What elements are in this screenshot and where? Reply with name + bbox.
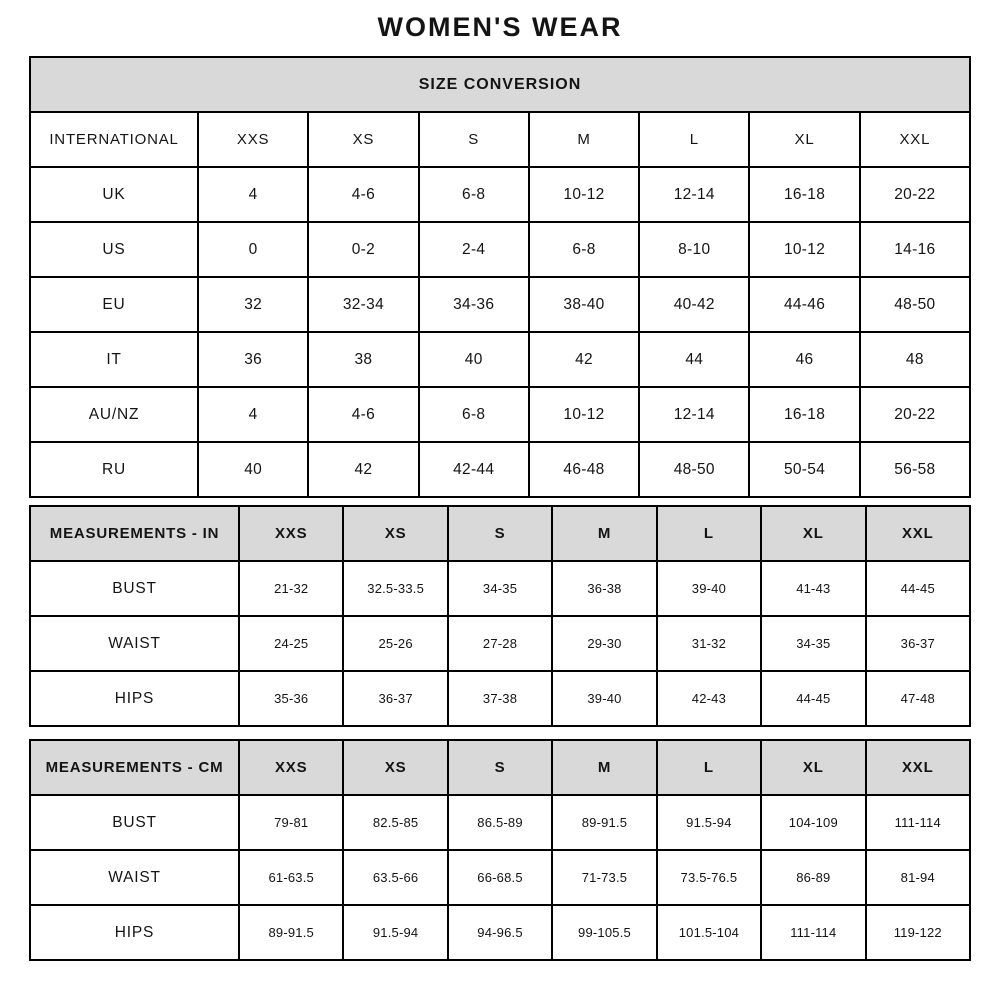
row-label-cell: WAIST	[30, 616, 239, 671]
value-cell: 10-12	[529, 167, 639, 222]
value-cell: 50-54	[749, 442, 859, 497]
value-cell: 46	[749, 332, 859, 387]
row-label-cell: BUST	[30, 795, 239, 850]
value-cell: 38-40	[529, 277, 639, 332]
size-column-header: XXL	[860, 112, 970, 167]
table-row	[30, 616, 970, 671]
value-cell: 42-44	[419, 442, 529, 497]
value-cell: 48	[860, 332, 970, 387]
size-column-header: XXL	[866, 506, 970, 561]
row-label-cell: RU	[30, 442, 198, 497]
size-conversion-banner: SIZE CONVERSION	[30, 57, 970, 112]
value-cell: 36-37	[866, 616, 970, 671]
value-cell: 66-68.5	[448, 850, 552, 905]
value-cell: 25-26	[343, 616, 447, 671]
value-cell: 63.5-66	[343, 850, 447, 905]
value-cell: 111-114	[761, 905, 865, 960]
value-cell: 34-35	[448, 561, 552, 616]
size-column-header: L	[639, 112, 749, 167]
value-cell: 48-50	[860, 277, 970, 332]
table-title-cell: MEASUREMENTS - CM	[30, 740, 239, 795]
value-cell: 34-35	[761, 616, 865, 671]
measurements-in-table	[29, 505, 971, 727]
value-cell: 91.5-94	[657, 795, 761, 850]
value-cell: 99-105.5	[552, 905, 656, 960]
value-cell: 6-8	[419, 387, 529, 442]
table-row	[30, 850, 970, 905]
value-cell: 71-73.5	[552, 850, 656, 905]
page-title: WOMEN'S WEAR	[377, 12, 623, 42]
value-cell: 40	[419, 332, 529, 387]
value-cell: 104-109	[761, 795, 865, 850]
value-cell: 29-30	[552, 616, 656, 671]
row-label-cell: UK	[30, 167, 198, 222]
table-row	[30, 905, 970, 960]
value-cell: 21-32	[239, 561, 343, 616]
size-column-header: XXS	[198, 112, 308, 167]
table-row	[30, 442, 970, 497]
row-label-cell: WAIST	[30, 850, 239, 905]
size-column-header: XS	[343, 740, 447, 795]
value-cell: 86.5-89	[448, 795, 552, 850]
value-cell: 35-36	[239, 671, 343, 726]
table-row	[30, 222, 970, 277]
header-row	[30, 740, 970, 795]
value-cell: 48-50	[639, 442, 749, 497]
value-cell: 27-28	[448, 616, 552, 671]
size-column-header: M	[552, 740, 656, 795]
value-cell: 79-81	[239, 795, 343, 850]
value-cell: 20-22	[860, 167, 970, 222]
value-cell: 38	[308, 332, 418, 387]
value-cell: 12-14	[639, 167, 749, 222]
value-cell: 44-45	[761, 671, 865, 726]
value-cell: 81-94	[866, 850, 970, 905]
value-cell: 89-91.5	[239, 905, 343, 960]
size-conversion-table	[29, 56, 971, 498]
value-cell: 42	[529, 332, 639, 387]
value-cell: 36-38	[552, 561, 656, 616]
value-cell: 10-12	[749, 222, 859, 277]
value-cell: 37-38	[448, 671, 552, 726]
value-cell: 94-96.5	[448, 905, 552, 960]
value-cell: 34-36	[419, 277, 529, 332]
value-cell: 0	[198, 222, 308, 277]
value-cell: 4	[198, 387, 308, 442]
value-cell: 36-37	[343, 671, 447, 726]
value-cell: 20-22	[860, 387, 970, 442]
value-cell: 40-42	[639, 277, 749, 332]
table-row	[30, 277, 970, 332]
value-cell: 111-114	[866, 795, 970, 850]
value-cell: 2-4	[419, 222, 529, 277]
table-row	[30, 332, 970, 387]
value-cell: 24-25	[239, 616, 343, 671]
value-cell: 31-32	[657, 616, 761, 671]
value-cell: 4	[198, 167, 308, 222]
size-column-header: S	[419, 112, 529, 167]
value-cell: 41-43	[761, 561, 865, 616]
value-cell: 44	[639, 332, 749, 387]
size-column-header: XL	[749, 112, 859, 167]
value-cell: 16-18	[749, 387, 859, 442]
value-cell: 91.5-94	[343, 905, 447, 960]
value-cell: 6-8	[529, 222, 639, 277]
row-label-cell: IT	[30, 332, 198, 387]
size-column-header: XS	[308, 112, 418, 167]
value-cell: 47-48	[866, 671, 970, 726]
value-cell: 32.5-33.5	[343, 561, 447, 616]
value-cell: 4-6	[308, 387, 418, 442]
row-label-cell: HIPS	[30, 905, 239, 960]
table-row	[30, 387, 970, 442]
value-cell: 39-40	[552, 671, 656, 726]
row-label-cell: HIPS	[30, 671, 239, 726]
value-cell: 32-34	[308, 277, 418, 332]
table-title-cell: MEASUREMENTS - IN	[30, 506, 239, 561]
size-column-header: XS	[343, 506, 447, 561]
value-cell: 101.5-104	[657, 905, 761, 960]
value-cell: 56-58	[860, 442, 970, 497]
value-cell: 119-122	[866, 905, 970, 960]
value-cell: 46-48	[529, 442, 639, 497]
value-cell: 12-14	[639, 387, 749, 442]
value-cell: 44-45	[866, 561, 970, 616]
size-column-header: M	[529, 112, 639, 167]
value-cell: 10-12	[529, 387, 639, 442]
size-column-header: L	[657, 506, 761, 561]
size-column-header: XL	[761, 740, 865, 795]
header-row	[30, 506, 970, 561]
size-column-header: L	[657, 740, 761, 795]
table-row	[30, 167, 970, 222]
measurements-cm-table	[29, 739, 971, 961]
size-column-header: XXS	[239, 740, 343, 795]
value-cell: 42-43	[657, 671, 761, 726]
table-title-cell: INTERNATIONAL	[30, 112, 198, 167]
size-column-header: XL	[761, 506, 865, 561]
row-label-cell: US	[30, 222, 198, 277]
value-cell: 61-63.5	[239, 850, 343, 905]
value-cell: 16-18	[749, 167, 859, 222]
value-cell: 44-46	[749, 277, 859, 332]
table-row	[30, 671, 970, 726]
table-row	[30, 795, 970, 850]
row-label-cell: AU/NZ	[30, 387, 198, 442]
value-cell: 39-40	[657, 561, 761, 616]
value-cell: 8-10	[639, 222, 749, 277]
value-cell: 86-89	[761, 850, 865, 905]
value-cell: 14-16	[860, 222, 970, 277]
size-column-header: M	[552, 506, 656, 561]
value-cell: 32	[198, 277, 308, 332]
value-cell: 4-6	[308, 167, 418, 222]
size-column-header: S	[448, 740, 552, 795]
value-cell: 0-2	[308, 222, 418, 277]
value-cell: 89-91.5	[552, 795, 656, 850]
value-cell: 82.5-85	[343, 795, 447, 850]
table-row	[30, 561, 970, 616]
row-label-cell: EU	[30, 277, 198, 332]
value-cell: 6-8	[419, 167, 529, 222]
size-conversion-banner-row	[30, 57, 970, 112]
value-cell: 42	[308, 442, 418, 497]
size-column-header: XXL	[866, 740, 970, 795]
header-row	[30, 112, 970, 167]
value-cell: 73.5-76.5	[657, 850, 761, 905]
value-cell: 40	[198, 442, 308, 497]
value-cell: 36	[198, 332, 308, 387]
row-label-cell: BUST	[30, 561, 239, 616]
size-column-header: S	[448, 506, 552, 561]
size-column-header: XXS	[239, 506, 343, 561]
